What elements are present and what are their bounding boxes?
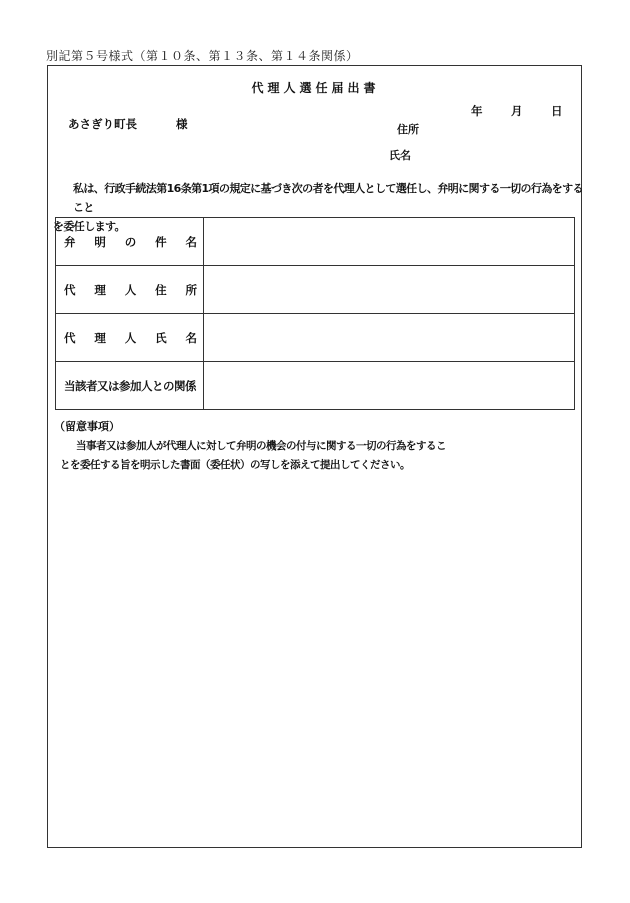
agent-address-label (56, 266, 204, 314)
relationship-field[interactable] (204, 362, 575, 410)
label-char: 理 (94, 282, 106, 297)
agent-address-field[interactable] (204, 266, 575, 314)
agent-name-field[interactable] (204, 314, 575, 362)
applicant-name-label: 氏名 (389, 149, 411, 162)
form-number-note: 別記第５号様式（第１０条、第１３条、第１４条関係） (46, 49, 359, 63)
notes-text (60, 437, 530, 475)
label-char: 代 (64, 282, 76, 297)
label-char: 明 (94, 234, 106, 249)
table-row (56, 266, 575, 314)
agent-name-label (56, 314, 204, 362)
label-char: 住 (155, 282, 167, 297)
statement-line-2: を委任します。 (53, 220, 125, 233)
honorific: 様 (176, 117, 188, 131)
form-title: 代理人選任届出書 (251, 81, 380, 95)
date-year-label: 年 (471, 104, 483, 118)
case-name-field[interactable] (204, 218, 575, 266)
label-char: 人 (124, 330, 137, 345)
label-char: 氏 (155, 330, 167, 345)
applicant-address-label: 住所 (397, 123, 419, 136)
date-day-label: 日 (551, 104, 563, 118)
statement-line-1: 私は、行政手続法第16条第1項の規定に基づき次の者を代理人として選任し、弁明に関する一切の行為をすること (73, 182, 583, 214)
label-char: 人 (124, 282, 137, 297)
label-char: 名 (185, 330, 197, 345)
table-row (56, 362, 575, 410)
label-char: の (124, 234, 137, 249)
case-name-label (56, 218, 204, 266)
label-char: 代 (64, 330, 76, 345)
notes-line-2: とを委任する旨を明示した書面（委任状）の写しを添えて提出してください。 (60, 459, 410, 471)
table-row (56, 218, 575, 266)
label-char: 名 (185, 234, 197, 249)
notes-line-1: 当事者又は参加人が代理人に対して弁明の機会の付与に関する一切の行為をするこ (76, 440, 446, 452)
date-month-label: 月 (511, 104, 523, 118)
table-row (56, 314, 575, 362)
relationship-label: 当該者又は参加人との関係 (56, 362, 204, 410)
notes-title: （留意事項） (54, 420, 120, 433)
label-char: 件 (155, 234, 167, 249)
label-char: 理 (94, 330, 106, 345)
agent-info-table (55, 217, 575, 410)
addressee: あさぎり町長 (68, 117, 137, 131)
label-char: 所 (185, 282, 197, 297)
form-frame (47, 65, 582, 848)
label-char: 弁 (64, 234, 76, 249)
